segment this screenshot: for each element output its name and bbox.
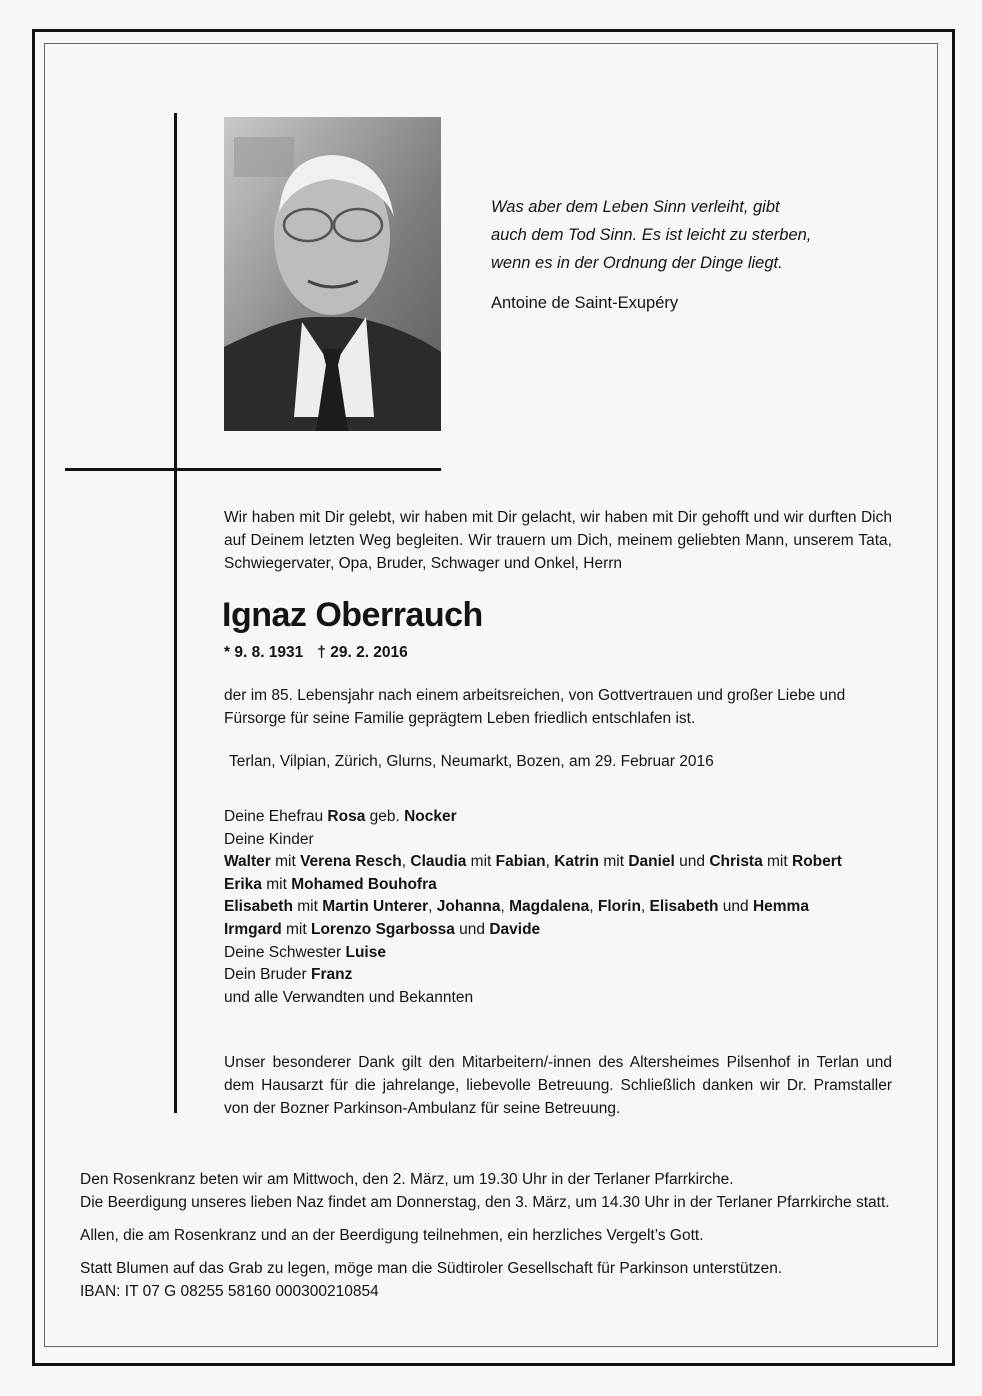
- family-member-name: Davide: [489, 920, 541, 938]
- family-member-name: Luise: [345, 943, 386, 961]
- cross-vertical-line: [174, 113, 177, 1113]
- family-list: [224, 805, 842, 1008]
- family-text: ,: [500, 898, 510, 916]
- gratitude-text: Allen, die am Rosenkranz und an der Beerdigung teilnehmen, ein herzliches Vergelt’s Gott.: [80, 1227, 704, 1244]
- family-row: [224, 986, 842, 1009]
- family-member-name: Lorenzo Sgarbossa: [311, 920, 455, 938]
- family-text: ,: [545, 853, 555, 871]
- intro-text: Wir haben mit Dir gelebt, wir haben mit Dir gelacht, wir haben mit Dir gehofft und wir durften Dich auf Deinem letzten Weg begleiten. Wir trauern um Dich, meinem geliebten Mann, unserem Tata, Schwiegervater, Opa, Bruder, Schwager und Onkel, Herrn: [224, 509, 892, 572]
- family-member-name: Christa: [709, 853, 763, 871]
- family-text: mit: [466, 853, 496, 871]
- family-text: geb.: [365, 808, 405, 825]
- family-member-name: Nocker: [404, 808, 457, 825]
- family-member-name: Martin Unterer: [322, 898, 429, 916]
- family-member-name: Magdalena: [509, 898, 590, 916]
- family-member-name: Franz: [311, 966, 353, 984]
- quote-line: Was aber dem Leben Sinn verleiht, gibt: [491, 198, 780, 216]
- thanks-text: Unser besonderer Dank gilt den Mitarbeitern/-innen des Altersheimes Pilsenhof in Terlan und dem Hausarzt für die jahrelange, liebevolle Betreuung. Schließlich danken wir Dr. Pramstaller von der Bozner Parkinson-Ambulanz für seine Betreuung.: [224, 1054, 892, 1117]
- family-member-name: Rosa: [327, 808, 366, 825]
- family-member-name: Elisabeth: [224, 898, 293, 916]
- family-member-name: Fabian: [495, 853, 546, 871]
- family-row: [224, 918, 842, 941]
- portrait-photo: [224, 117, 441, 431]
- family-text: Deine Kinder: [224, 830, 314, 848]
- family-text: mit: [762, 853, 792, 871]
- quote-line: wenn es in der Ordnung der Dinge liegt.: [491, 254, 783, 272]
- family-member-name: Erika: [224, 875, 262, 893]
- family-text: mit: [270, 853, 301, 871]
- family-row: [224, 895, 842, 918]
- family-member-name: Daniel: [628, 853, 675, 871]
- quote-line: auch dem Tod Sinn. Es ist leicht zu sterben,: [491, 226, 812, 244]
- family-member-name: Claudia: [410, 853, 467, 871]
- birth-date: * 9. 8. 1931: [224, 644, 304, 661]
- portrait-icon: [224, 117, 441, 431]
- death-date: † 29. 2. 2016: [317, 644, 408, 661]
- family-member-name: Elisabeth: [649, 898, 719, 916]
- family-text: und: [718, 898, 753, 916]
- family-member-name: Verena Resch: [300, 853, 402, 871]
- family-row: [224, 828, 842, 851]
- family-text: ,: [401, 853, 411, 871]
- donation-text: Statt Blumen auf das Grab zu legen, möge man die Südtiroler Gesellschaft für Parkinson unterstützen.: [80, 1260, 783, 1277]
- family-member-name: Walter: [224, 853, 271, 871]
- family-member-name: Katrin: [554, 853, 600, 871]
- funeral-info: Die Beerdigung unseres lieben Naz findet am Donnerstag, den 3. März, um 14.30 Uhr in der Terlaner Pfarrkirche statt.: [80, 1194, 890, 1211]
- iban: IBAN: IT 07 G 08255 58160 000300210854: [80, 1283, 379, 1300]
- place-date: Terlan, Vilpian, Zürich, Glurns, Neumarkt, Bozen, am 29. Februar 2016: [229, 753, 714, 770]
- family-member-name: Mohamed Bouhofra: [291, 875, 437, 893]
- family-text: Deine Schwester: [224, 943, 346, 961]
- family-text: mit: [292, 898, 323, 916]
- family-row: [224, 873, 842, 896]
- life-text: der im 85. Lebensjahr nach einem arbeitsreichen, von Gottvertrauen und großer Liebe und Fürsorge für seine Familie geprägtem Leben friedlich entschlafen ist.: [224, 687, 846, 727]
- quote: [491, 193, 891, 277]
- family-row: [224, 805, 842, 828]
- family-text: und: [674, 853, 710, 871]
- quote-author: Antoine de Saint-Exupéry: [491, 294, 679, 312]
- family-text: und alle Verwandten und Bekannten: [224, 988, 474, 1006]
- cross-horizontal-line: [65, 468, 441, 471]
- family-text: ,: [428, 898, 437, 916]
- family-text: mit: [599, 853, 629, 871]
- family-member-name: Robert: [792, 853, 842, 871]
- family-row: [224, 963, 842, 986]
- family-row: [224, 941, 842, 964]
- family-text: mit: [281, 920, 311, 938]
- family-text: ,: [640, 898, 650, 916]
- family-text: mit: [261, 875, 292, 893]
- service-info: [80, 1168, 915, 1303]
- family-member-name: Irmgard: [224, 920, 282, 938]
- family-text: ,: [589, 898, 598, 916]
- rosary-info: Den Rosenkranz beten wir am Mittwoch, den 2. März, um 19.30 Uhr in der Terlaner Pfarrkirche.: [80, 1171, 734, 1188]
- family-text: Deine Ehefrau: [224, 808, 328, 825]
- family-text: Dein Bruder: [224, 966, 312, 984]
- life-dates: [224, 644, 422, 662]
- deceased-name: Ignaz Oberrauch: [222, 596, 483, 634]
- family-member-name: Florin: [597, 898, 641, 916]
- family-member-name: Hemma: [752, 898, 809, 916]
- family-text: und: [454, 920, 490, 938]
- family-row: [224, 850, 842, 873]
- family-member-name: Johanna: [436, 898, 501, 916]
